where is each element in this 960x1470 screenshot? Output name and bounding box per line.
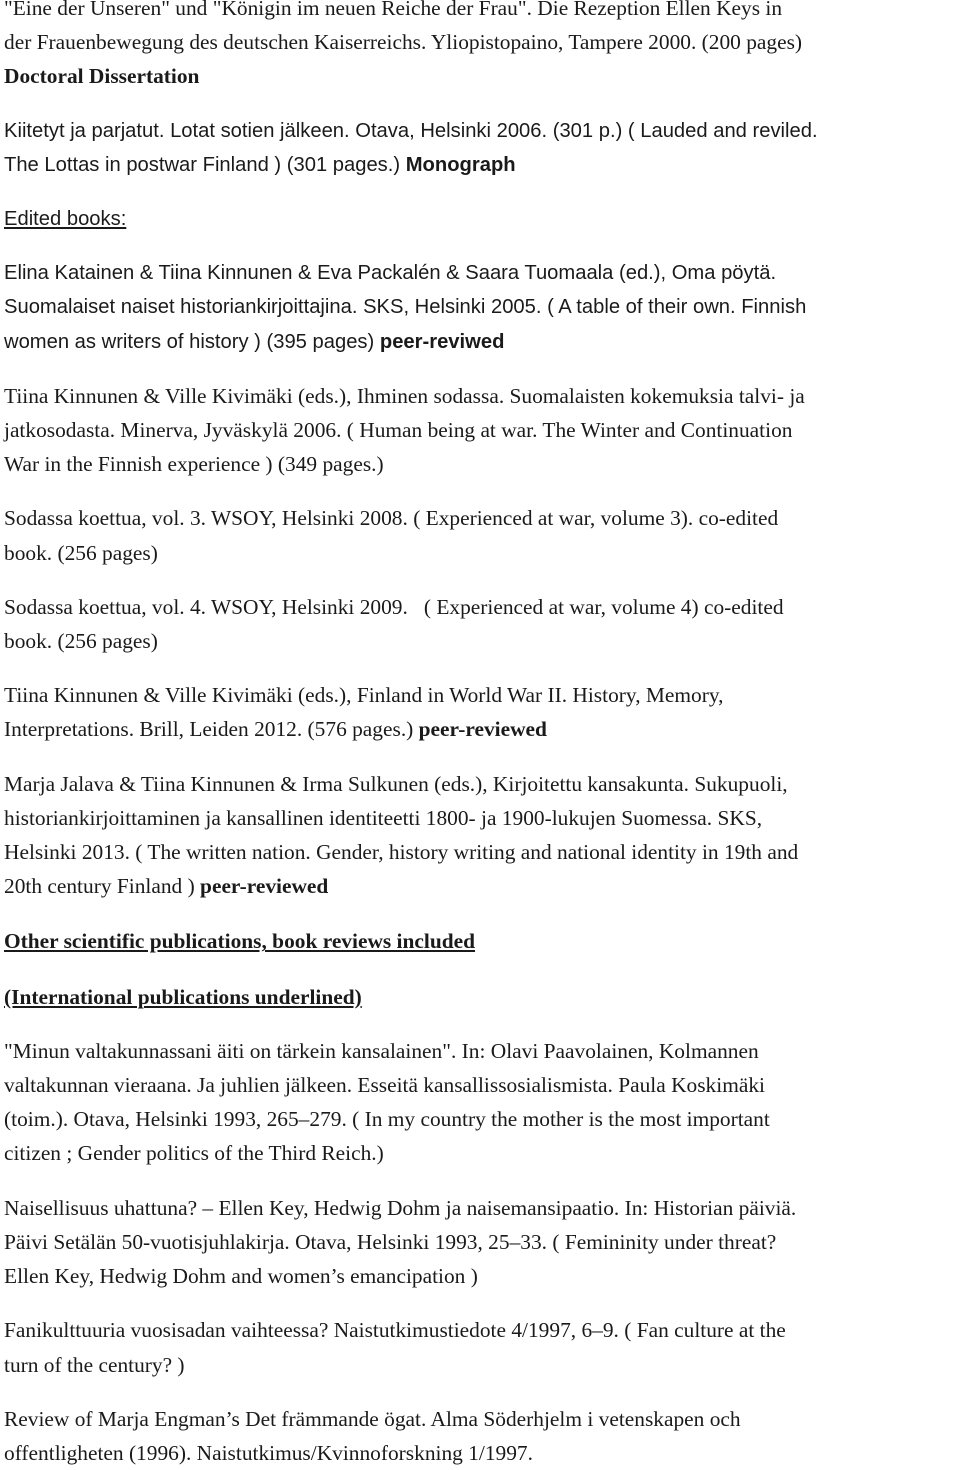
entry-text: The Lottas in postwar Finland ) (301 pages.) xyxy=(4,153,406,176)
entry-text: 20th century Finland ) xyxy=(4,874,201,899)
edited-book-entry xyxy=(4,590,958,658)
entry-line xyxy=(4,325,958,359)
peer-reviewed-label: peer-reviewed xyxy=(418,717,547,742)
monograph-label: Monograph xyxy=(405,153,516,176)
peer-reviewed-label: peer-reviwed xyxy=(379,330,505,353)
entry-line: historiankirjoittaminen ja kansallinen identiteetti 1800- ja 1900-lukujen Suomessa. SKS, xyxy=(4,805,763,830)
entry-line: turn of the century? ) xyxy=(4,1352,185,1377)
entry-line: "Minun valtakunnassani äiti on tärkein kansalainen". In: Olavi Paavolainen, Kolmannen xyxy=(4,1038,759,1063)
entry-line xyxy=(4,869,958,903)
publication-entry xyxy=(4,1034,958,1171)
entry-line: offentligheten (1996). Naistutkimus/Kvinnoforskning 1/1997. xyxy=(4,1440,533,1465)
peer-reviewed-label: peer-reviewed xyxy=(200,874,329,899)
entry-line xyxy=(4,712,958,746)
entry-text: women as writers of history ) (395 pages) xyxy=(4,330,380,353)
entry-line: War in the Finnish experience ) (349 pages.) xyxy=(4,452,384,477)
entry-line: valtakunnan vieraana. Ja juhlien jälkeen. Esseitä kansallissosialismista. Paula Koskimäki xyxy=(4,1073,765,1098)
entry-line: Naisellisuus uhattuna? – Ellen Key, Hedwig Dohm ja naisemansipaatio. In: Historian päiviä. xyxy=(4,1195,797,1220)
entry-line: citizen ; Gender politics of the Third Reich.) xyxy=(4,1141,384,1166)
entry-line: Tiina Kinnunen & Ville Kivimäki (eds.), Finland in World War II. History, Memory, xyxy=(4,683,724,708)
publication-entry xyxy=(4,1313,958,1381)
entry-line: Sodassa koettua, vol. 3. WSOY, Helsinki 2008. ( Experienced at war, volume 3). co-edited xyxy=(4,506,779,531)
document-page xyxy=(4,0,958,1470)
edited-book-entry xyxy=(4,678,958,746)
entry-line: book. (256 pages) xyxy=(4,629,158,654)
entry-line: der Frauenbewegung des deutschen Kaiserreichs. Yliopistopaino, Tampere 2000. (200 pages) xyxy=(4,30,803,55)
edited-book-entry xyxy=(4,501,958,569)
entry-line xyxy=(4,148,958,182)
entry-line: Sodassa koettua, vol. 4. WSOY, Helsinki 2009. ( Experienced at war, volume 4) co-edited xyxy=(4,594,784,619)
entry-line: Helsinki 2013. ( The written nation. Gender, history writing and national identity in 19th and xyxy=(4,840,799,865)
international-note-heading: (International publications underlined) xyxy=(4,984,362,1009)
entry-line: Marja Jalava & Tiina Kinnunen & Irma Sulkunen (eds.), Kirjoitettu kansakunta. Sukupuoli, xyxy=(4,771,788,796)
entry-line: Kiitetyt ja parjatut. Lotat sotien jälkeen. Otava, Helsinki 2006. (301 p.) ( Lauded and reviled. xyxy=(4,119,818,142)
entry-line: (toim.). Otava, Helsinki 1993, 265–279. ( In my country the mother is the most important xyxy=(4,1107,770,1132)
edited-book-entry xyxy=(4,767,958,904)
dissertation-label: Doctoral Dissertation xyxy=(4,64,200,89)
publication-entry xyxy=(4,1402,958,1470)
entry-line: Suomalaiset naiset historiankirjoittajina. SKS, Helsinki 2005. ( A table of their own. Finnish xyxy=(4,296,807,319)
entry-line: Ellen Key, Hedwig Dohm and women’s emancipation ) xyxy=(4,1264,478,1289)
edited-book-entry xyxy=(4,379,958,482)
entry-line: Tiina Kinnunen & Ville Kivimäki (eds.), Ihminen sodassa. Suomalaisten kokemuksia talvi- ja xyxy=(4,383,805,408)
entry-line: Elina Katainen & Tiina Kinnunen & Eva Packalén & Saara Tuomaala (ed.), Oma pöytä. xyxy=(4,262,777,285)
edited-books-heading: Edited books: xyxy=(4,208,127,231)
dissertation-entry xyxy=(4,0,958,94)
publication-entry xyxy=(4,1191,958,1294)
edited-book-entry xyxy=(4,256,958,359)
monograph-entry xyxy=(4,114,958,182)
entry-line: jatkosodasta. Minerva, Jyväskylä 2006. ( Human being at war. The Winter and Continuation xyxy=(4,418,793,443)
entry-text: Interpretations. Brill, Leiden 2012. (576 pages.) xyxy=(4,717,419,742)
entry-line: Review of Marja Engman’s Det främmande ögat. Alma Söderhjelm i vetenskapen och xyxy=(4,1406,741,1431)
entry-line: book. (256 pages) xyxy=(4,540,158,565)
other-publications-heading: Other scientific publications, book reviews included xyxy=(4,929,476,954)
entry-line: Fanikulttuuria vuosisadan vaihteessa? Naistutkimustiedote 4/1997, 6–9. ( Fan culture at the xyxy=(4,1318,786,1343)
entry-line: Päivi Setälän 50-vuotisjuhlakirja. Otava, Helsinki 1993, 25–33. ( Femininity under threat? xyxy=(4,1229,777,1254)
entry-line: "Eine der Unseren" und "Königin im neuen Reiche der Frau". Die Rezeption Ellen Keys in xyxy=(4,0,783,20)
